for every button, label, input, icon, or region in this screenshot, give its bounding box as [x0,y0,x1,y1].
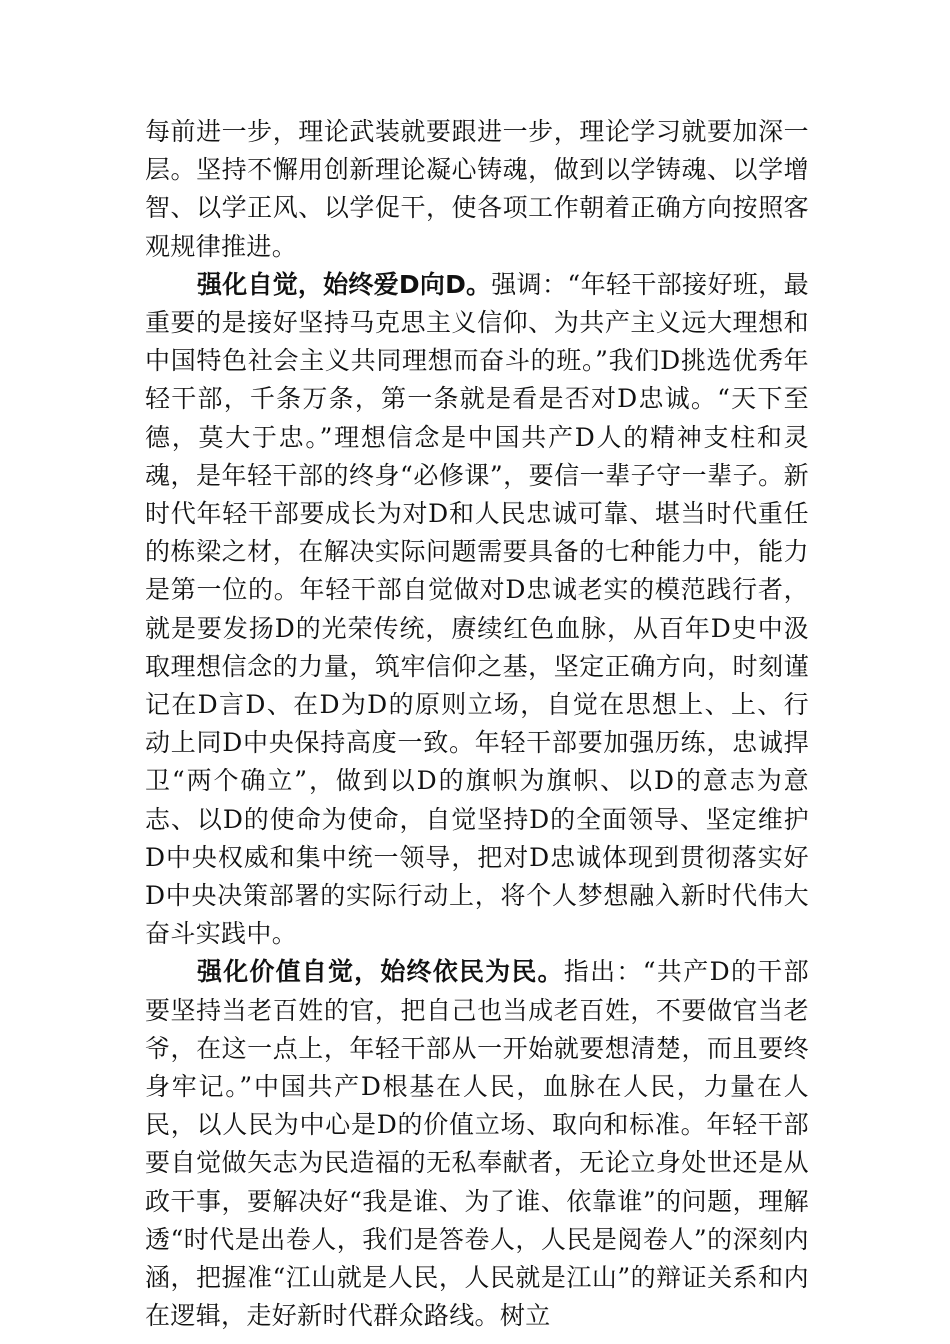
paragraph-3-text: 指出：“共产D的干部要坚持当老百姓的官，把自己也当成老百姓，不要做官当老爷，在这一点上，年轻干部从一开始就要想清楚，而且要终身牢记。”中国共产D根基在人民，血脉在人民，力量在人民，以人民为中心是D的价值立场、取向和标准。年轻干部要自觉做矢志为民造福的无私奉献者，无论立身处世还是从政干事，要解决好“我是谁、为了谁、依靠谁”的问题，理解透“时代是出卷人，我们是答卷人，人民是阅卷人”的深刻内涵，把握准“江山就是人民，人民就是江山”的辩证关系和内在逻辑，走好新时代群众路线。树立 [145,957,809,1331]
paragraph-1-text: 每前进一步，理论武装就要跟进一步，理论学习就要加深一层。坚持不懈用创新理论凝心铸魂，做到以学铸魂、以学增智、以学正风、以学促干，使各项工作朝着正确方向按照客观规律推进。 [145,117,809,261]
paragraph-2-text: 强调：“年轻干部接好班，最重要的是接好坚持马克思主义信仰、为共产主义远大理想和中国特色社会主义共同理想而奋斗的班。”我们D挑选优秀年轻干部，千条万条，第一条就是看是否对D忠诚。“天下至德，莫大于忠。”理想信念是中国共产D人的精神支柱和灵魂，是年轻干部的终身“必修课”，要信一辈子守一辈子。新时代年轻干部要成长为对D和人民忠诚可靠、堪当时代重任的栋梁之材，在解决实际问题需要具备的七种能力中，能力是第一位的。年轻干部自觉做对D忠诚老实的模范践行者，就是要发扬D的光荣传统，赓续红色血脉，从百年D史中汲取理想信念的力量，筑牢信仰之基，坚定正确方向，时刻谨记在D言D、在D为D的原则立场，自觉在思想上、上、行动上同D中央保持高度一致。年轻干部要加强历练，忠诚捍卫“两个确立”，做到以D的旗帜为旗帜、以D的意志为意志、以D的使命为使命，自觉坚持D的全面领导、坚定维护D中央权威和集中统一领导，把对D忠诚体现到贯彻落实好D中央决策部署的实际行动上，将个人梦想融入新时代伟大奋斗实践中。 [145,269,809,949]
paragraph-3-heading: 强化价值自觉，始终依民为民。 [197,957,564,987]
document-body [145,113,809,1336]
paragraph-3 [145,953,809,1335]
paragraph-2 [145,266,809,954]
paragraph-2-heading: 强化自觉，始终爱D向D。 [197,269,492,299]
paragraph-1 [145,113,809,266]
